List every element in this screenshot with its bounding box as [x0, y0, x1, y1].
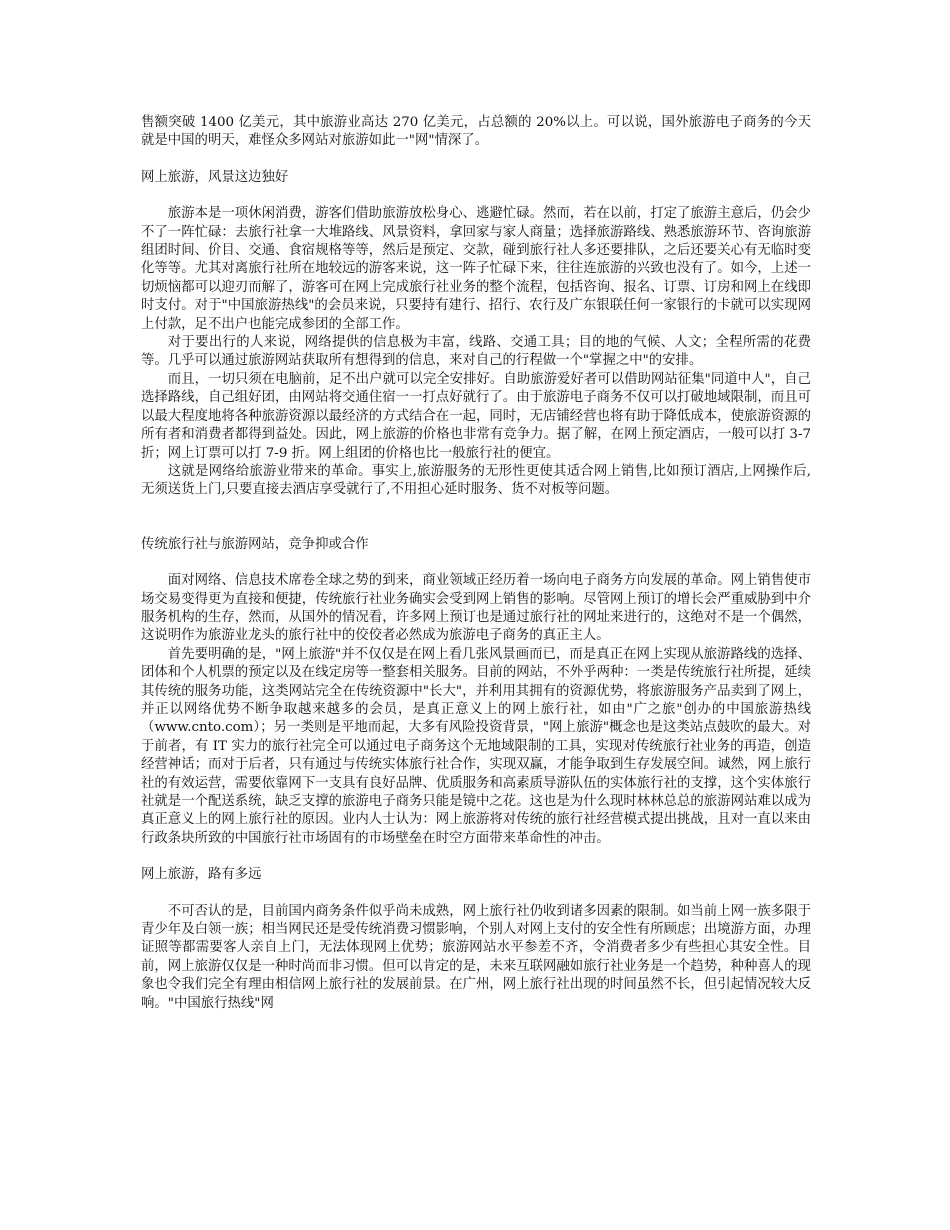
spacer — [141, 151, 811, 169]
paragraph-1-2: 对于要出行的人来说，网络提供的信息极为丰富，线路、交通工具；目的地的气候、人文；全程所需的花费等。几乎可以通过旅游网站获取所有想得到的信息，来对自己的行程做一个"掌握之中"的安排。 — [141, 335, 811, 369]
paragraph-2-1: 面对网络、信息技术席卷全球之势的到来，商业领域正经历着一场向电子商务方向发展的革命。网上销售使市场交易变得更为直接和便捷，传统旅行社业务确实会受到网上销售的影响。尽管网上预订的增长会严重威胁到中介服务机构的生存，然而，从国外的情况看，许多网上预订也是通过旅行社的网址来进行的，这绝对不是一个偶然，这说明作为旅游业龙头的旅行社中的佼佼者必然成为旅游电子商务的真正主人。 — [141, 573, 811, 644]
paragraph-2-2: 首先要明确的是，"网上旅游"并不仅仅是在网上看几张风景画而已，而是真正在网上实现从旅游路线的选择、团体和个人机票的预定以及在线定房等一整套相关服务。目前的网站，不外乎两种：一类是传统旅行社所提，延续其传统的服务功能，这类网站完全在传统资源中"长大"，并利用其拥有的资源优势，将旅游服务产品卖到了网上，并正以网络优势不断争取越来越多的会员，是真正意义上的网上旅行社，如由"广之旅"创办的中国旅游热线（www.cnto.com）；另一类则是平地而起，大多有风险投资背景，"网上旅游"概念也是这类站点鼓吹的最大。对于前者，有 IT 实力的旅行社完全可以通过电子商务这个无地域限制的工具，实现对传统旅行社业务的再造，创造经营神话；而对于后者，只有通过与传统实体旅行社合作，实现双赢，才能争取到生存发展空间。诚然，网上旅行社的有效运营，需要依靠网下一支具有良好品牌、优质服务和高素质导游队伍的实体旅行社的支撑，这个实体旅行社就是一个配送系统，缺乏支撑的旅游电子商务只能是镜中之花。这也是为什么现时林林总总的旅游网站难以成为真正意义上的网上旅行社的原因。业内人士认为：网上旅游将对传统的旅行社经营模式提出挑战，且对一直以来由行政条块所致的中国旅行社市场固有的市场壁垒在时空方面带来革命性的冲击。 — [141, 646, 811, 846]
paragraph-1-1: 旅游本是一项休闲消费，游客们借助旅游放松身心、逃避忙碌。然而，若在以前，打定了旅游主意后，仍会少不了一阵忙碌：去旅行社拿一大堆路线、风景资料，拿回家与家人商量；选择旅游路线、熟悉旅游环节、咨询旅游组团时间、价目、交通、食宿规格等等，然后是预定、交款，碰到旅行社人多还要排队，之后还要关心有无临时变化等等。尤其对离旅行社所在地较远的游客来说，这一阵子忙碌下来，往往连旅游的兴致也没有了。如今，上述一切烦恼都可以迎刃而解了，游客可在网上完成旅行社业务的整个流程，包括咨询、报名、订票、订房和网上在线即时支付。对于"中国旅游热线"的会员来说，只要持有建行、招行、农行及广东银联任何一家银行的卡就可以实现网上付款，足不出户也能完成参团的全部工作。 — [141, 206, 811, 332]
document-page — [141, 114, 811, 1013]
spacer — [141, 554, 811, 572]
intro-paragraph: 售额突破 1400 亿美元，其中旅游业高达 270 亿美元，占总额的 20%以上。可以说，国外旅游电子商务的今天就是中国的明天，难怪众多网站对旅游如此一"网"情深了。 — [141, 115, 811, 149]
spacer — [141, 187, 811, 205]
spacer — [141, 885, 811, 903]
section-heading-1: 网上旅游，风景这边独好 — [141, 169, 289, 185]
paragraph-1-4: 这就是网络给旅游业带来的革命。事实上,旅游服务的无形性更使其适合网上销售,比如预订酒店,上网操作后,无须送货上门,只要直接去酒店享受就行了,不用担心延时服务、货不对板等问题。 — [141, 463, 811, 498]
spacer — [141, 500, 811, 536]
section-heading-3: 网上旅游，路有多远 — [141, 867, 262, 883]
paragraph-1-3: 而且，一切只须在电脑前，足不出户就可以完全安排好。自助旅游爱好者可以借助网站征集"同道中人"，自己选择路线，自己组好团，由网站将交通住宿一一打点好就行了。由于旅游电子商务不仅可以打破地域限制，而且可以最大程度地将各种旅游资源以最经济的方式结合在一起，同时，无店铺经营也将有助于降低成本，使旅游资源的所有者和消费者都得到益处。因此，网上旅游的价格也非常有竞争力。据了解，在网上预定酒店，一般可以打 3-7 折；网上订票可以打 7-9 折。网上组团的价格也比一般旅行社的便宜。 — [141, 371, 811, 461]
paragraph-3-1: 不可否认的是，目前国内商务条件似乎尚未成熟，网上旅行社仍收到诸多因素的限制。如当前上网一族多限于青少年及白领一族；相当网民还是受传统消费习惯影响，个别人对网上支付的安全性有所顾虑；出境游方面，办理证照等都需要客人亲自上门，无法体现网上优势；旅游网站水平参差不齐，令消费者多少有些担心其安全性。目前，网上旅游仅仅是一种时尚而非习惯。但可以肯定的是，未来互联网融如旅行社业务是一个趋势，种种喜人的现象也令我们完全有理由相信网上旅行社的发展前景。在广州，网上旅行社出现的时间虽然不长，但引起情况较大反响。"中国旅行热线"网 — [141, 903, 811, 1011]
section-heading-2: 传统旅行社与旅游网站，竞争抑或合作 — [141, 536, 369, 552]
spacer — [141, 848, 811, 866]
